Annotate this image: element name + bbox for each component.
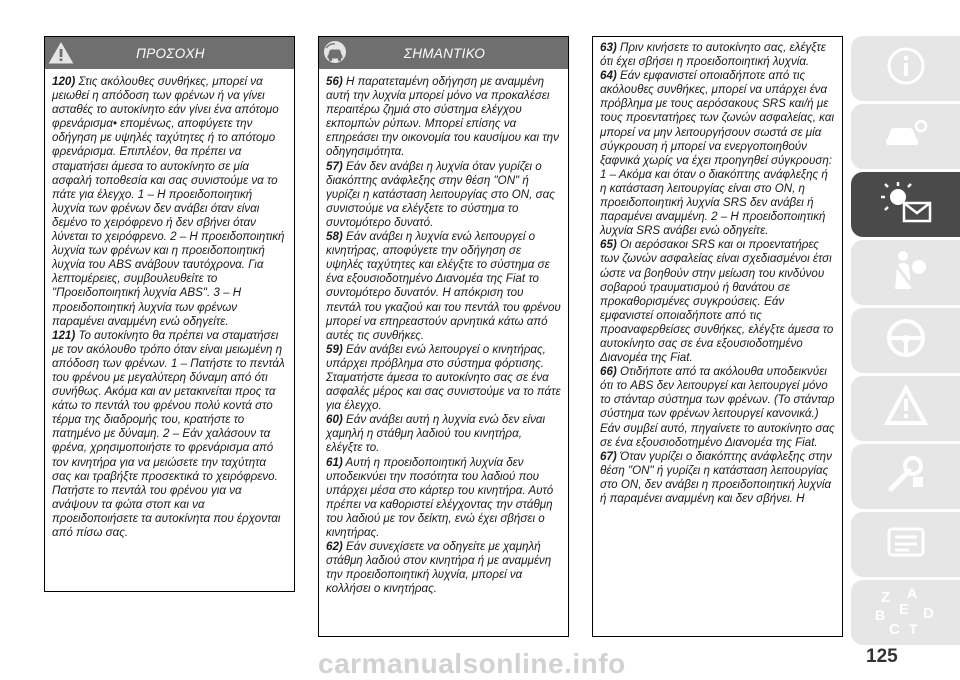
svg-text:Z: Z: [880, 589, 890, 606]
note-paragraph: 67) Όταν γυρίζει ο διακόπτης ανάφλεξης στην θέση "ON" ή γυρίζει η κατάσταση λειτουργίας στο ON, δεν ανάβει η προειδοποιητική λυχνία ή παραμένει αναμμένη και δεν σβήνει. Η: [600, 449, 832, 505]
note-paragraph: 62) Εάν συνεχίσετε να οδηγείτε με χαμηλή στάθμη λαδιού στον κινητήρα ή με αναμμένη την προειδοποιητική λυχνία, μπορεί να κολλήσει ο κινητήρας.: [326, 540, 552, 596]
chapter-tab-emergency[interactable]: [851, 376, 960, 441]
car-environment-icon: [319, 37, 351, 69]
chapter-tab-safety[interactable]: [851, 240, 960, 305]
steering-wheel-icon: [883, 315, 929, 366]
svg-text:T: T: [908, 621, 918, 637]
continuation-body: [593, 37, 842, 506]
caution-body: [45, 69, 294, 540]
important-body: [319, 69, 568, 596]
chapter-tab-driving[interactable]: [851, 308, 960, 373]
road-warning-icon: [881, 383, 931, 434]
watermark: carmanualsonline.info: [318, 648, 626, 679]
note-paragraph: 56) Η παρατεταμένη οδήγηση με αναμμένη αυτή την λυχνία μπορεί μόνο να προκαλέσει περαιτέρω ζημιά στο σύστημα ελέγχου εκπομπών ρύπων. Μπορεί επίσης να επηρεάσει την οικονομία του καυσίμου και την οδηγησιμότητα.: [326, 75, 559, 159]
important-box: [318, 36, 569, 637]
note-paragraph: 120) Στις ακόλουθες συνθήκες, μπορεί να μειωθεί η απόδοση των φρένων ή να γίνει ασταθές το αυτοκίνητο εάν γίνει ένα απότομο φρενάρισμα• επομένως, αποφύγετε την οδήγηση με υψηλές ταχύτητες ή το απότομο φρενάρισμα. Επιπλέον, θα πρέπει να σταματήσει άμεσα το αυτοκίνητο σε μία ασφαλή τοποθεσία και σας συνιστούμε να το πάτε για έλεγχο. 1 – Η προειδοποιητική λυχνία των φρένων δεν ανάβει όταν είναι δεμένο το χειρόφρενο ή δεν σβήνει όταν λύνεται το χειρόφρενο. 2 – Η προειδοποιητική λυχνία των φρένων και η προειδοποιητική λυχνία του ABS ανάβουν ταυτόχρονα. Για λεπτομέρειες, συμβουλευθείτε το "Προειδοποιητική λυχνία ABS". 3 – Η προειδοποιητική λυχνία των φρένων παραμένει αναμμένη ενώ οδηγείτε.: [52, 75, 285, 328]
note-paragraph: 63) Πριν κινήσετε το αυτοκίνητο σας, ελέγξτε ότι έχει σβήσει η προειδοποιητική λυχνία.: [600, 41, 826, 69]
alphabet-index-icon: [871, 582, 941, 643]
car-key-icon: [881, 112, 931, 161]
chapter-tab-technical[interactable]: [851, 512, 960, 577]
wrench-car-icon: [881, 451, 931, 502]
note-paragraph: 65) Οι αερόσακοι SRS και οι προεντατήρες των ζωνών ασφαλείας είναι σχεδιασμένοι έτσι ώστε να βοηθούν στην μείωση του κινδύνου σοβαρού τραυματισμού ή θανάτου σε προκαθορισμένες συγκρούσεις. Εάν εμφανιστεί οποιαδήποτε από τις προαναφερθείσες συνθήκες, ελέγξτε άμεσα το αυτοκίνητο σας σε ένα εξουσιοδοτημένο Διανομέα της Fiat.: [600, 238, 834, 365]
seat-belt-airbag-icon: [881, 247, 931, 298]
note-paragraph: 121) Το αυτοκίνητο θα πρέπει να σταματήσει με τον ακόλουθο τρόπο όταν είναι μειωμένη η απόδοση των φρένων. 1 – Πατήστε το πεντάλ του φρένου με μεγαλύτερη δύναμη από ότι συνήθως. Ακόμα και αν μετακινείται προς τα κάτω το πεντάλ του φρένου πολύ κοντά στο τέρμα της διαδρομής του, κρατήστε το πατημένο με δύναμη. 2 – Εάν χαλάσουν τα φρένα, χρησιμοποιήστε το φρενάρισμα από τον κινητήρα για να μειώσετε την ταχύτητα σας και τραβήξτε προσεκτικά το χειρόφρενο. Πατήστε το πεντάλ του φρένου για να ανάψουν τα φώτα στοπ και να προειδοποιήσετε τα αυτοκίνητα που έρχονται από πίσω σας.: [52, 328, 285, 539]
chapter-tab-warning-lights[interactable]: [851, 172, 960, 237]
caution-title: ΠΡΟΣΟΧΗ: [136, 45, 205, 61]
svg-text:B: B: [874, 607, 885, 623]
chapter-tab-maintenance[interactable]: [851, 444, 960, 509]
svg-text:D: D: [922, 605, 934, 622]
note-paragraph: 64) Εάν εμφανιστεί οποιαδήποτε από τις ακόλουθες συνθήκες, μπορεί να υπάρχει ένα πρόβλημα με τους αερόσακους SRS και/ή με τους προεντατήρες των ζωνών ασφαλείας, και μπορεί να μην λειτουργήσουν σωστά σε μία σύγκρουση ή μπορεί να ενεργοποιηθούν ξαφνικά χωρίς να έχει προηγηθεί σύγκρουση: 1 – Ακόμα και όταν ο διακόπτης ανάφλεξης ή η κατάσταση λειτουργίας είναι στο ON, η προειδοποιητική λυχνία SRS δεν ανάβει ή παραμένει αναμμένη. 2 – Η προειδοποιητική λυχνία SRS ανάβει ενώ οδηγείτε.: [600, 69, 835, 238]
technical-data-icon: [881, 519, 931, 570]
note-paragraph: 58) Εάν ανάβει η λυχνία ενώ λειτουργεί ο κινητήρας, αποφύγετε την οδήγηση σε υψηλές ταχύτητες και ελέγξτε το σύστημα σε ένα εξουσιοδοτημένο Διανομέα της Fiat το συντομότερο δυνατόν. Η απόκριση του πεντάλ του γκαζιού και του πεντάλ του φρένου μπορεί να επηρεαστούν αρνητικά κάτω από αυτές τις συνθήκες.: [326, 230, 561, 342]
chapter-tab-key[interactable]: [851, 104, 960, 169]
warning-light-envelope-icon: [876, 179, 936, 230]
important-header: [319, 37, 568, 69]
continuation-box: [592, 36, 843, 637]
note-paragraph: 57) Εάν δεν ανάβει η λυχνία όταν γυρίζει ο διακόπτης ανάφλεξης στην θέση "ON" ή γυρίζει η κατάσταση λειτουργίας στο ON, σας συνιστούμε να ελέγξετε το σύστημα το συντομότερο δυνατό.: [326, 159, 555, 229]
important-title: ΣΗΜΑΝΤΙΚΟ: [403, 45, 486, 61]
svg-text:A: A: [906, 585, 917, 601]
caution-box: [44, 36, 295, 592]
note-paragraph: 59) Εάν ανάβει ενώ λειτουργεί ο κινητήρας, υπάρχει πρόβλημα στο σύστημα φόρτισης. Σταματήστε άμεσα το αυτοκίνητο σας σε ένα ασφαλές μέρος και σας συνιστούμε να το πάτε για έλεγχο.: [326, 342, 561, 413]
page-number: 125: [866, 646, 898, 667]
note-paragraph: 66) Οτιδήποτε από τα ακόλουθα υποδεικνύει ότι το ABS δεν λειτουργεί και λειτουργεί μόνο το στάνταρ σύστημα των φρένων. (Το στάνταρ σύστημα των φρένων λειτουργεί κανονικά.) Εάν συμβεί αυτό, πηγαίνετε το αυτοκίνητο σας σε ένα εξουσιοδοτημένο Διανομέα της Fiat.: [600, 365, 835, 449]
chapter-tab-index[interactable]: [851, 580, 960, 645]
svg-text:C: C: [888, 621, 900, 638]
svg-text:E: E: [898, 601, 909, 618]
warning-triangle-icon: [45, 37, 77, 69]
note-paragraph: 60) Εάν ανάβει αυτή η λυχνία ενώ δεν είναι χαμηλή η στάθμη λαδιού του κινητήρα, ελέγξτε το.: [326, 413, 546, 455]
caution-header: [45, 37, 294, 69]
info-circle-icon: [884, 44, 928, 93]
note-paragraph: 61) Αυτή η προειδοποιητική λυχνία δεν υποδεικνύει την ποσότητα του λαδιού που υπάρχει μέσα στο κάρτερ του κινητήρα. Αυτό πρέπει να καθοριστεί ελέγχοντας την στάθμη του λαδιού με τον δείκτη, ενώ έχει σβήσει ο κινητήρας.: [326, 455, 554, 539]
chapter-tab-info[interactable]: [851, 36, 960, 101]
